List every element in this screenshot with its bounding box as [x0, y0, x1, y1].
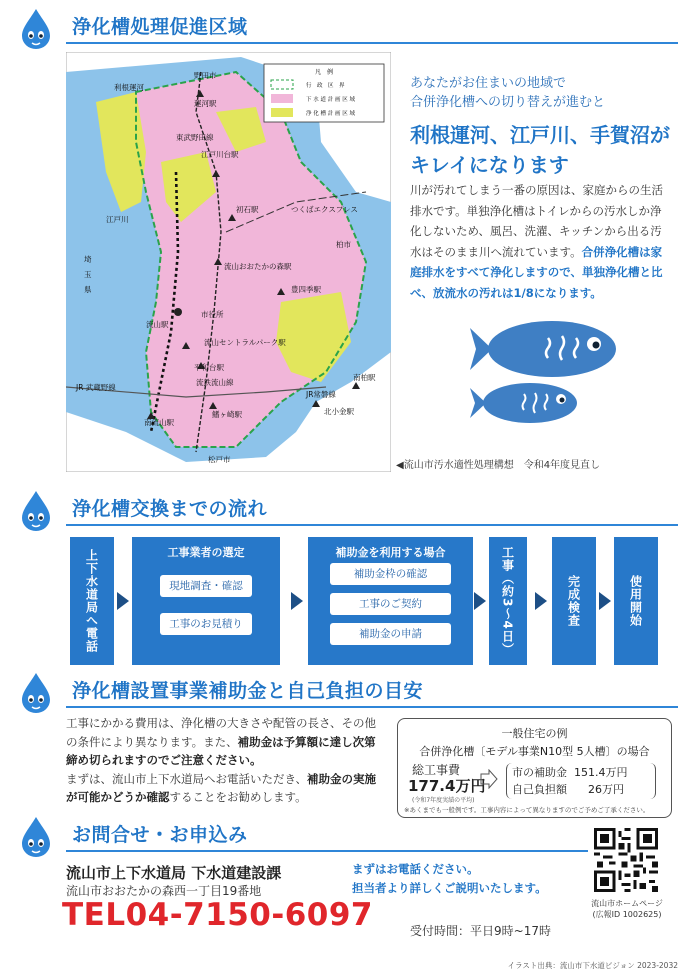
call-message-line: まずはお電話ください。	[352, 862, 479, 876]
map-label: JR常磐線	[306, 390, 336, 399]
address: 流山市おおたかの森西一丁目19番地	[66, 884, 262, 898]
legend-title: 凡 例	[314, 69, 334, 76]
flow-step-label: 使用開始	[628, 575, 643, 627]
headline-line: キレイになります	[410, 153, 569, 177]
explanation-emphasis: 合併浄化槽は家庭排水をすべて浄化しますので、単独浄化槽と比べ、放流水の汚れは1/8になります。	[410, 244, 663, 300]
map-label: 松戸市	[208, 455, 231, 464]
fish-large-icon	[470, 318, 620, 380]
phone-number[interactable]: TEL04-7150-6097	[62, 897, 374, 933]
flow-substep: 現地調査・確認	[160, 575, 252, 597]
call-message	[352, 860, 547, 898]
flow-step-contractor	[132, 537, 280, 665]
flow-substep: 工事のお見積り	[160, 613, 252, 635]
flow-step-construction	[489, 537, 527, 665]
illustration-credit: イラスト出典：流山市下水道ビジョン 2023-2032	[507, 961, 678, 970]
example-note: ※あくまでも一般例です。工事内容によって異なりますのでご予めご了承ください。	[404, 806, 650, 814]
intro-line: あなたがお住まいの地域で	[410, 76, 567, 91]
map-label: 豊四季駅	[291, 285, 321, 294]
section-header-flow	[14, 488, 678, 532]
section-title: お問合せ・お申込み	[72, 824, 248, 846]
map-label: 柏市	[336, 240, 351, 249]
map-label: 流山駅	[146, 320, 169, 329]
subsidy-text-bold: 補助金は予算額に達し次第締め切られますのでご注意ください。	[66, 734, 376, 767]
self-pay-label: 自己負担額	[512, 783, 567, 796]
section-divider	[66, 850, 588, 852]
flow-substep: 補助金枠の確認	[330, 563, 451, 585]
map-label: 玉	[84, 270, 92, 279]
flow-step-inspection	[552, 537, 596, 665]
city-subsidy-row	[512, 764, 628, 780]
map-label: 江戸川	[106, 215, 129, 224]
map-label: 運河駅	[194, 99, 217, 108]
flow-arrow-icon	[117, 592, 129, 610]
explanation-plain: 川が汚れてしまう一番の原因は、家庭からの生活排水です。単独浄化槽はトイレからの汚水しか浄化しないため、風呂、洗濯、キッチンから出る汚水はそのまま川へ流れています。	[410, 183, 663, 259]
flow-step-label: 完成検査	[566, 575, 581, 627]
area-map	[66, 52, 391, 472]
section-divider	[66, 42, 678, 44]
legend-item-boundary: 行 政 区 界	[306, 83, 345, 89]
map-label: 江戸川台駅	[201, 150, 239, 159]
map-label: 流鉄流山線	[196, 378, 234, 387]
fish-small-icon	[470, 380, 580, 426]
legend-item-sewer: 下 水 道 計 画 区 域	[306, 97, 355, 103]
map-label: 平和台駅	[194, 363, 224, 372]
arrow-right-icon	[480, 769, 498, 789]
map-label: 東武野田線	[176, 133, 214, 142]
business-hours: 受付時間：平日9時~17時	[410, 924, 551, 938]
subsidy-text: することをお勧めします。	[169, 790, 307, 804]
map-label: 流山おおたかの森駅	[224, 262, 292, 271]
section-header-promotion	[14, 6, 678, 50]
map-illustration	[66, 52, 391, 472]
section-divider	[66, 524, 678, 526]
map-label: 利根運河	[114, 83, 144, 92]
cost-example-box	[397, 718, 672, 818]
flow-arrow-icon	[474, 592, 486, 610]
flow-step-label: 工事（約3〜4日）	[500, 546, 515, 656]
map-label: 南流山駅	[144, 418, 174, 427]
flow-step-subsidy	[308, 537, 473, 665]
flow-step-label: 上下水道局へ電話	[84, 549, 99, 653]
map-label: JR 武蔵野線	[76, 383, 116, 392]
map-label: 流山セントラルパーク駅	[204, 338, 286, 347]
subsidy-text: まずは、流山市上下水道局へお電話いただき、	[66, 771, 308, 786]
section-title: 浄化槽処理促進区域	[72, 16, 248, 38]
self-pay-value: 26万円	[587, 783, 624, 796]
water-drop-mascot-icon	[14, 814, 58, 858]
call-message-line: 担当者より詳しくご説明いたします。	[352, 881, 547, 895]
flow-step-start-use	[614, 537, 658, 665]
example-model: 合併浄化槽〔モデル事業N10型 5人槽〕の場合	[419, 745, 650, 758]
section-divider	[66, 706, 678, 708]
map-label: 北小金駅	[324, 407, 354, 416]
map-label: 南柏駅	[353, 373, 376, 382]
map-caption: ◀流山市汚水適性処理構想 令和4年度見直し	[396, 460, 601, 471]
water-drop-mascot-icon	[14, 670, 58, 714]
map-label: つくばエクスプレス	[291, 205, 358, 214]
flow-substep: 補助金の申請	[330, 623, 451, 645]
flow-arrow-icon	[599, 592, 611, 610]
subsidy-explanation	[66, 714, 386, 807]
map-label: 埼	[84, 255, 92, 264]
example-title: 一般住宅の例	[501, 727, 568, 740]
total-cost-note: (令和7年度実績の平均)	[412, 797, 475, 804]
homepage-label: 流山市ホームページ	[591, 899, 663, 908]
qr-code-icon[interactable]	[594, 828, 658, 892]
map-label: 野田市	[194, 71, 217, 80]
section-title: 浄化槽交換までの流れ	[72, 498, 268, 520]
map-label: 県	[84, 285, 92, 294]
map-label: 初石駅	[236, 205, 259, 214]
flow-arrow-icon	[291, 592, 303, 610]
department-name: 流山市上下水道局 下水道建設課	[66, 864, 282, 882]
homepage-info	[586, 898, 668, 920]
subsidy-text: 工事にかかる費用は、浄化槽の大きさや配管の長さ、その他の条件により異なります。また、	[66, 716, 377, 749]
flow-arrow-icon	[535, 592, 547, 610]
section-header-subsidy	[14, 670, 678, 714]
explanation-text	[410, 180, 672, 303]
total-cost-value: 177.4万円	[408, 777, 486, 795]
intro-text	[410, 74, 660, 112]
map-label: 市役所	[201, 310, 224, 319]
headline-line: 利根運河、江戸川、手賀沼が	[410, 123, 670, 147]
section-title: 浄化槽設置事業補助金と自己負担の目安	[72, 680, 424, 702]
headline	[410, 120, 670, 180]
map-label: 鰭ヶ崎駅	[212, 410, 242, 419]
intro-line: 合併浄化槽への切り替えが進むと	[410, 95, 606, 110]
city-subsidy-label: 市の補助金	[512, 766, 567, 779]
section-header-contact	[14, 814, 678, 858]
water-drop-mascot-icon	[14, 6, 58, 50]
subsidy-text-bold: 補助金の実施が可能かどうか確認	[66, 771, 377, 804]
total-cost-label: 総工事費	[412, 763, 461, 777]
flow-step-call	[70, 537, 114, 665]
legend-item-septic: 浄 化 槽 計 画 区 域	[306, 111, 355, 117]
flow-step-title: 工事業者の選定	[167, 546, 245, 559]
homepage-id: (広報ID 1002625)	[592, 910, 662, 919]
city-subsidy-value: 151.4万円	[574, 766, 628, 779]
water-drop-mascot-icon	[14, 488, 58, 532]
self-pay-row	[512, 781, 624, 797]
flow-step-title: 補助金を利用する場合	[335, 546, 446, 559]
flow-substep: 工事のご契約	[330, 593, 451, 615]
